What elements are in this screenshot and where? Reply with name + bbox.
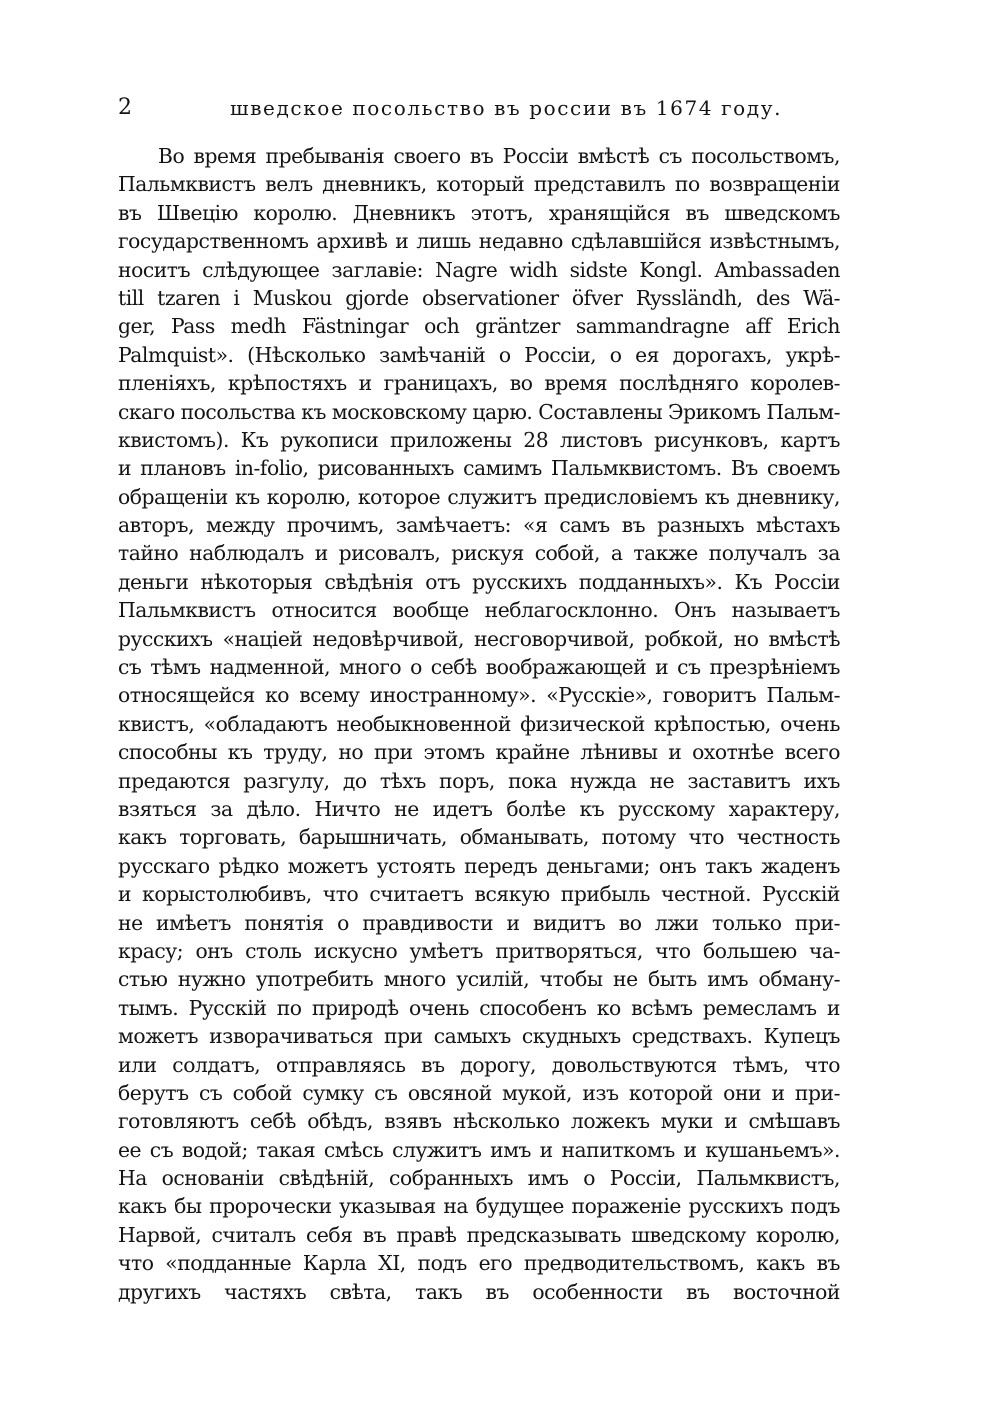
text-line: русскаго рѣдко можетъ устоять передъ деньгами; онъ такъ жаденъ xyxy=(118,853,840,878)
text-line: готовляютъ себѣ обѣдъ, взявъ нѣсколько ложекъ муки и смѣшавъ xyxy=(118,1109,840,1134)
text-line: пленіяхъ, крѣпостяхъ и границахъ, во время послѣдняго королев- xyxy=(118,371,840,396)
text-line: тымъ. Русскій по природѣ очень способенъ ко всѣмъ ремесламъ и xyxy=(118,995,840,1020)
running-title: шведское посольство въ россии въ 1674 году. xyxy=(230,96,783,120)
text-line: Во время пребыванія своего въ Россіи вмѣстѣ съ посольствомъ, xyxy=(158,144,840,168)
text-line: или солдатъ, отправляясь въ дорогу, довольствуются тѣмъ, что xyxy=(118,1052,840,1077)
text-line: красу; онъ столь искусно умѣетъ притворяться, что большею ча- xyxy=(118,938,840,963)
text-line: ее съ водой; такая смѣсь служитъ имъ и напиткомъ и кушаньемъ». xyxy=(118,1137,840,1162)
text-line: другихъ частяхъ свѣта, такъ въ особенности въ восточной xyxy=(118,1279,840,1304)
text-line: На основаніи свѣдѣній, собранныхъ имъ о Россіи, Пальмквистъ, xyxy=(118,1166,840,1191)
text-line: взяться за дѣло. Ничто не идетъ болѣе къ русскому характеру, xyxy=(118,796,840,821)
text-line: русскихъ «націей недовѣрчивой, несговорчивой, робкой, но вмѣстѣ xyxy=(118,626,840,651)
text-line: носитъ слѣдующее заглавіе: Nagre widh sidste Kongl. Ambassaden xyxy=(118,257,840,282)
text-line: Нарвой, считалъ себя въ правѣ предсказывать шведскому королю, xyxy=(118,1222,840,1247)
text-line: способны къ труду, но при этомъ крайне лѣнивы и охотнѣе всего xyxy=(118,740,840,765)
text-line: предаются разгулу, до тѣхъ поръ, пока нужда не заставитъ ихъ xyxy=(118,768,840,793)
text-line: съ тѣмъ надменной, много о себѣ воображающей и съ презрѣніемъ xyxy=(118,655,840,680)
text-line: скаго посольства къ московскому царю. Составлены Эрикомъ Пальм- xyxy=(118,399,840,424)
text-line: Пальмквистъ относится вообще неблагосклонно. Онъ называетъ xyxy=(118,598,840,623)
text-line: квистъ, «обладаютъ необыкновенной физической крѣпостью, очень xyxy=(118,711,840,736)
text-line: till tzaren i Muskou gjorde observationer öfver Ryssländh, des Wä- xyxy=(118,285,840,310)
text-line: деньги нѣкоторыя свѣдѣнія отъ русскихъ подданныхъ». Къ Россіи xyxy=(118,569,840,594)
text-line: въ Швецію королю. Дневникъ этотъ, хранящійся въ шведскомъ xyxy=(118,200,840,225)
text-line: какъ торговать, барышничать, обманывать, потому что честность xyxy=(118,825,840,850)
text-line: можетъ изворачиваться при самыхъ скудныхъ средствахъ. Купецъ xyxy=(118,1024,840,1049)
text-line: что «подданные Карла XI, подъ его предводительствомъ, какъ въ xyxy=(118,1251,840,1276)
text-line: ger, Pass medh Fästningar och gräntzer sammandragne aff Erich xyxy=(118,314,840,339)
text-line: какъ бы пророчески указывая на будущее пораженіе русскихъ подъ xyxy=(118,1194,840,1219)
text-line: Palmquist». (Нѣсколько замѣчаній о Россіи, о ея дорогахъ, укрѣ- xyxy=(118,342,840,367)
text-line: тайно наблюдалъ и рисовалъ, рискуя собой, а также получалъ за xyxy=(118,541,840,566)
text-line: относящейся ко всему иностранному». «Русскіе», говоритъ Пальм- xyxy=(118,683,840,708)
text-line: обращеніи къ королю, которое служитъ предисловіемъ къ дневнику, xyxy=(118,484,840,509)
text-line: и плановъ in-folio, рисованныхъ самимъ Пальмквистомъ. Въ своемъ xyxy=(118,456,840,481)
text-line: государственномъ архивѣ и лишь недавно сдѣлавшійся извѣстнымъ, xyxy=(118,229,840,254)
text-line: стью нужно употребить много усилій, чтобы не быть имъ обману- xyxy=(118,967,840,992)
text-line: квистомъ). Къ рукописи приложены 28 листовъ рисунковъ, картъ xyxy=(118,427,840,452)
text-line: и корыстолюбивъ, что считаетъ всякую прибыль честной. Русскій xyxy=(118,882,840,907)
page-number: 2 xyxy=(118,95,132,120)
page-header xyxy=(118,92,838,124)
body-text xyxy=(118,142,840,1306)
text-line: авторъ, между прочимъ, замѣчаетъ: «я самъ въ разныхъ мѣстахъ xyxy=(118,513,840,538)
text-line: берутъ съ собой сумку съ овсяной мукой, изъ которой они и при- xyxy=(118,1080,840,1105)
text-line: не имѣетъ понятія о правдивости и видитъ во лжи только при- xyxy=(118,910,840,935)
text-line: Пальмквистъ велъ дневникъ, который представилъ по возвращеніи xyxy=(118,172,840,197)
